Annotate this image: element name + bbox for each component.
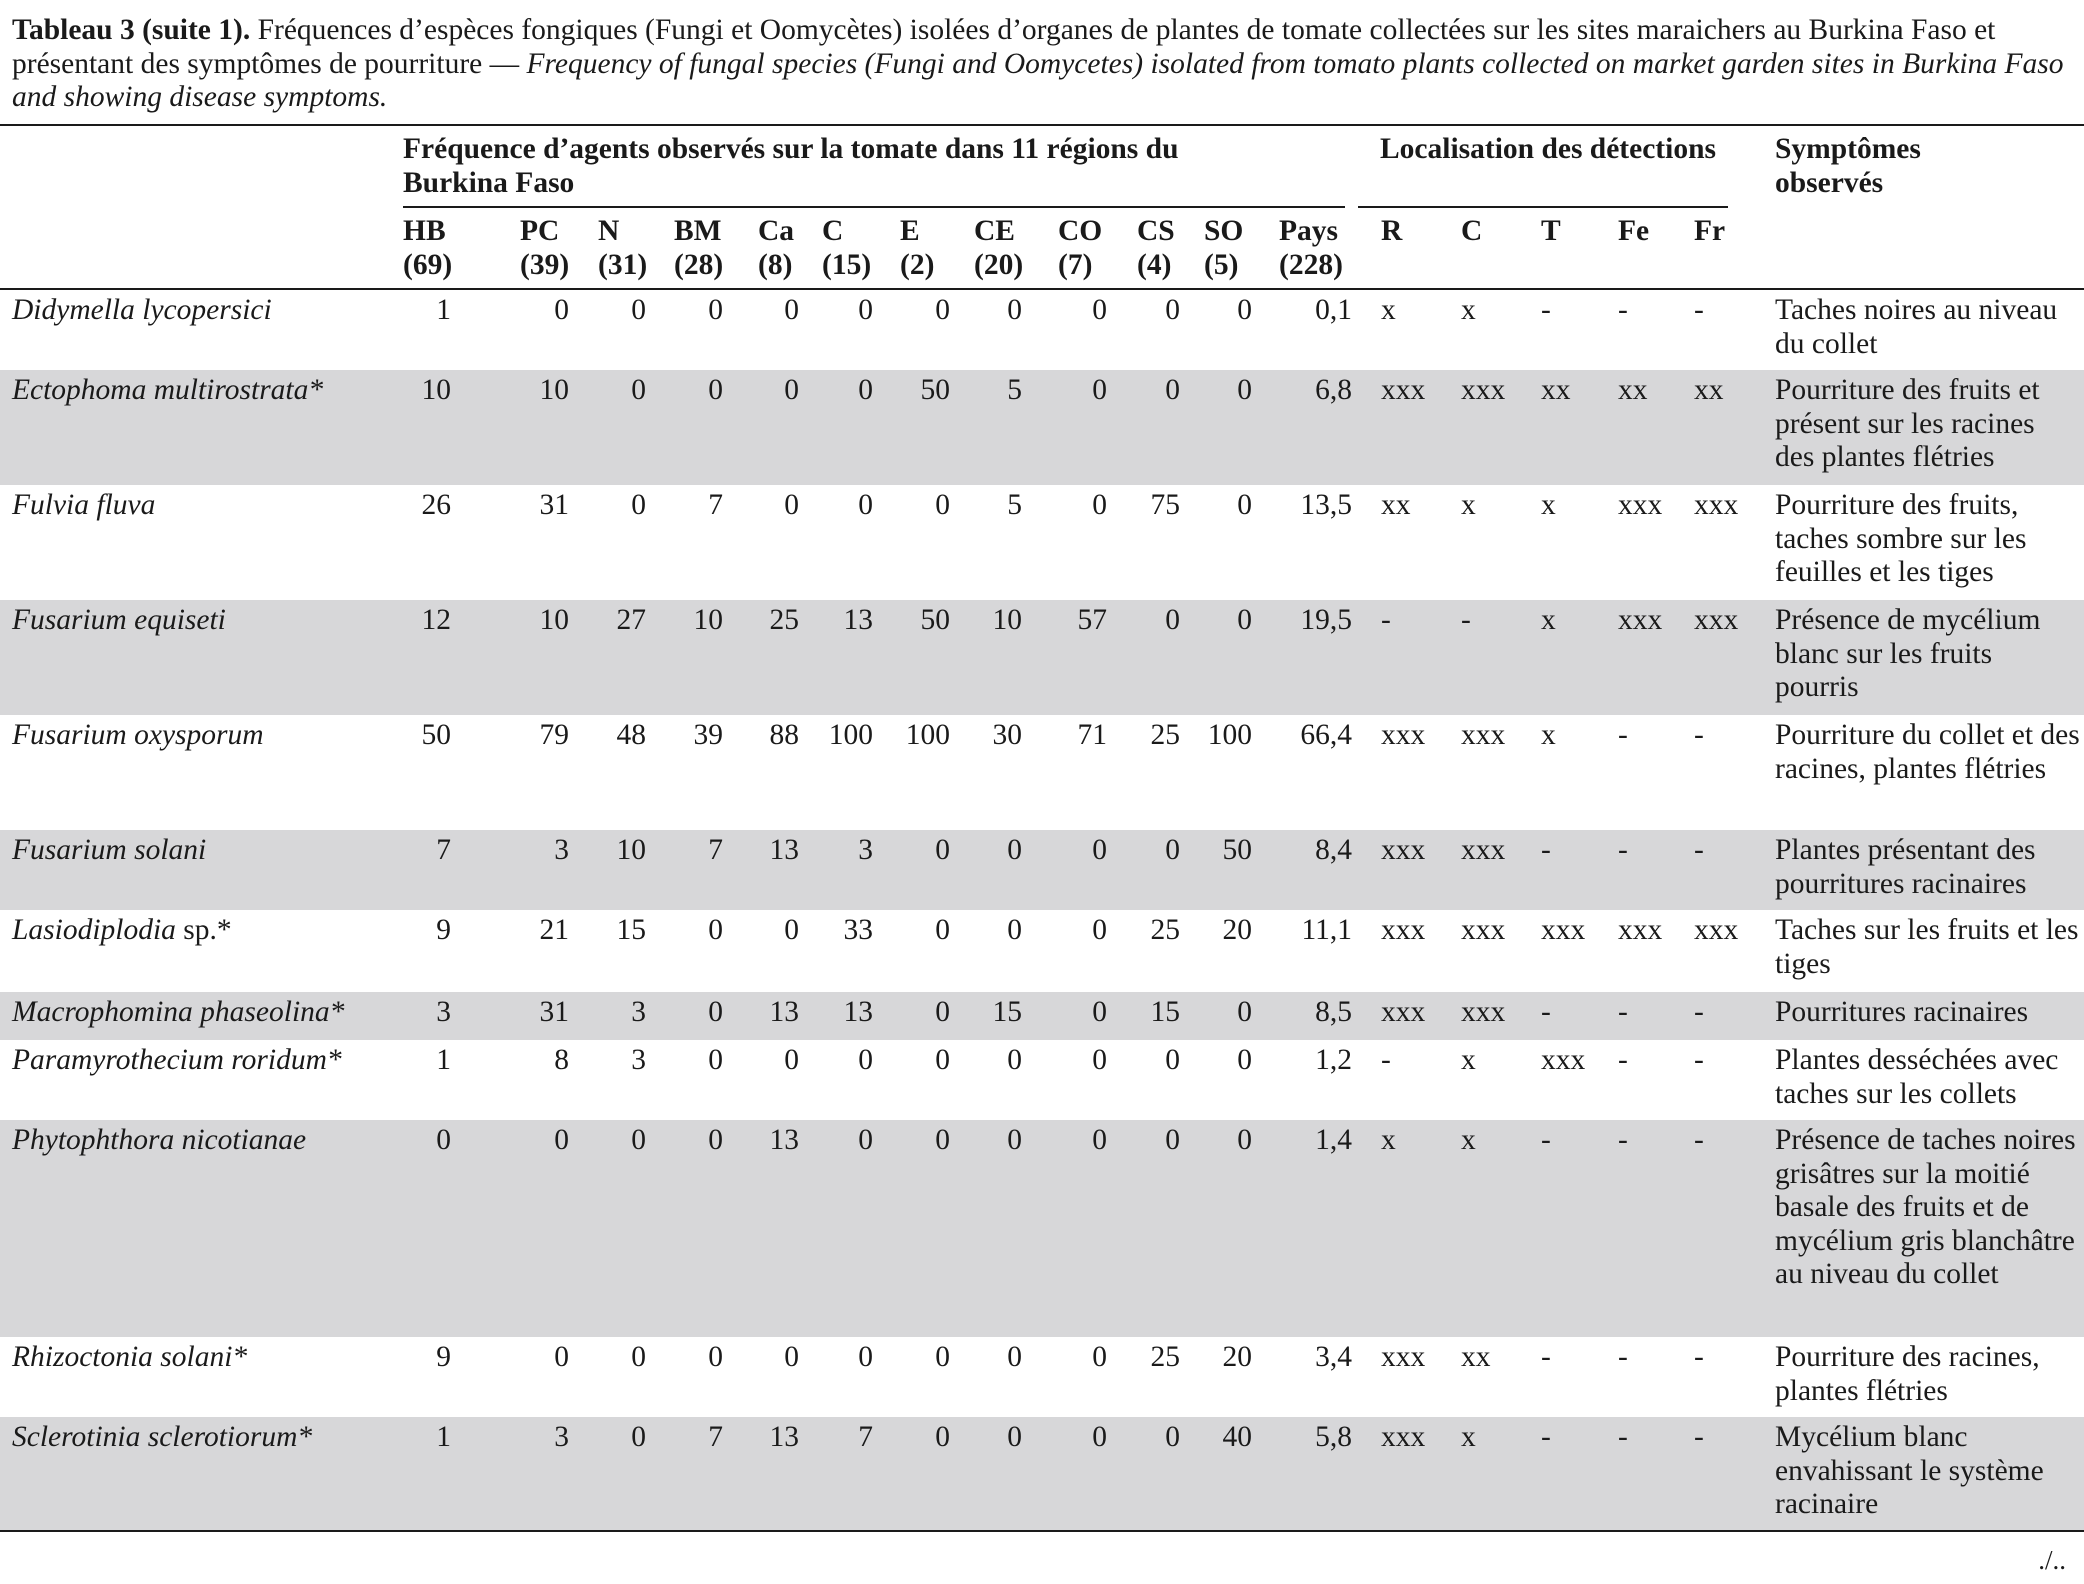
column-header-region: [1204, 215, 1243, 282]
localisation-cell: xx: [1618, 374, 1648, 406]
top-rule: [0, 124, 2084, 126]
region-code: PC: [520, 215, 560, 247]
frequency-cell: 0: [1007, 1044, 1022, 1076]
region-sample-count: (2): [900, 248, 935, 281]
region-code: Ca: [758, 215, 795, 247]
region-sample-count: (39): [520, 248, 570, 281]
localisation-cell: -: [1461, 604, 1471, 636]
column-header-organ: Fe: [1618, 215, 1650, 247]
frequency-cell: 9: [436, 914, 451, 946]
header-symptoms-group: Symptômes observés: [1775, 133, 1921, 199]
frequency-cell: 0: [1092, 1124, 1107, 1156]
frequency-cell: 8,5: [1315, 996, 1352, 1028]
frequency-cell: 1: [436, 294, 451, 326]
localisation-cell: xx: [1461, 1341, 1491, 1373]
localisation-cell: -: [1694, 1124, 1704, 1156]
column-header-region: [674, 215, 723, 282]
caption-text-en: Frequency of fungal species (Fungi and Oomycetes) isolated from tomato plants collected on market garden sites in Burkina Faso and showing disease symptoms.: [12, 47, 2064, 113]
frequency-cell: 0: [1007, 914, 1022, 946]
species-name: [12, 834, 206, 868]
frequency-cell: 48: [616, 719, 646, 751]
frequency-cell: 50: [920, 604, 950, 636]
column-header-region: [1279, 215, 1343, 282]
localisation-cell: -: [1694, 719, 1704, 751]
frequency-cell: 0: [1092, 1341, 1107, 1373]
frequency-cell: 20: [1222, 1341, 1252, 1373]
frequency-cell: 13: [769, 1124, 799, 1156]
frequency-cell: 0: [1092, 914, 1107, 946]
frequency-cell: 7: [708, 1421, 723, 1453]
frequency-cell: 0: [554, 1124, 569, 1156]
localisation-cell: x: [1381, 1124, 1396, 1156]
region-code: Pays: [1279, 215, 1338, 247]
frequency-cell: 8: [554, 1044, 569, 1076]
localisation-cell: xxx: [1461, 914, 1506, 946]
species-name: [12, 604, 226, 638]
species-italic: Sclerotinia sclerotiorum*: [12, 1421, 313, 1453]
frequency-cell: 0: [1165, 1421, 1180, 1453]
localisation-cell: -: [1618, 294, 1628, 326]
frequency-cell: 0: [631, 1124, 646, 1156]
localisation-cell: xxx: [1381, 719, 1426, 751]
localisation-cell: x: [1461, 489, 1476, 521]
frequency-cell: 66,4: [1300, 719, 1352, 751]
frequency-cell: 3,4: [1315, 1341, 1352, 1373]
symptoms-cell: Plantes desséchées avec taches sur les collets: [1775, 1044, 2059, 1110]
frequency-cell: 0: [554, 294, 569, 326]
frequency-cell: 0: [858, 374, 873, 406]
frequency-cell: 0: [858, 1124, 873, 1156]
frequency-cell: 3: [554, 1421, 569, 1453]
frequency-cell: 100: [828, 719, 873, 751]
frequency-cell: 10: [421, 374, 451, 406]
frequency-cell: 10: [539, 604, 569, 636]
frequency-cell: 0: [554, 1341, 569, 1373]
column-header-region: [598, 215, 647, 282]
symptoms-cell: Présence de mycélium blanc sur les fruits pourris: [1775, 604, 2041, 703]
frequency-cell: 0,1: [1315, 294, 1352, 326]
frequency-cell: 0: [1165, 294, 1180, 326]
frequency-cell: 0: [1092, 1044, 1107, 1076]
frequency-cell: 0: [708, 294, 723, 326]
localisation-cell: xxx: [1461, 719, 1506, 751]
localisation-cell: xxx: [1694, 604, 1739, 636]
frequency-cell: 3: [436, 996, 451, 1028]
localisation-cell: -: [1618, 996, 1628, 1028]
frequency-cell: 13: [843, 996, 873, 1028]
localisation-cell: x: [1461, 1421, 1476, 1453]
symptoms-cell: Pourriture du collet et des racines, plantes flétries: [1775, 719, 2080, 785]
species-name: [12, 719, 264, 753]
symptoms-cell: Plantes présentant des pourritures racinaires: [1775, 834, 2036, 900]
frequency-cell: 21: [539, 914, 569, 946]
species-name: [12, 914, 232, 948]
frequency-cell: 50: [1222, 834, 1252, 866]
species-italic: Fusarium solani: [12, 834, 207, 866]
frequency-cell: 8,4: [1315, 834, 1352, 866]
localisation-cell: -: [1618, 1124, 1628, 1156]
localisation-cell: -: [1694, 1421, 1704, 1453]
frequency-cell: 0: [1092, 374, 1107, 406]
frequency-cell: 0: [1092, 996, 1107, 1028]
species-name: [12, 1341, 247, 1375]
region-sample-count: (8): [758, 248, 793, 281]
species-name: [12, 996, 344, 1030]
localisation-group-rule: [1358, 206, 1728, 208]
symptoms-cell: Pourriture des fruits et présent sur les racines des plantes flétries: [1775, 374, 2040, 473]
species-name: [12, 1044, 342, 1078]
frequency-cell: 7: [708, 834, 723, 866]
localisation-cell: -: [1618, 1421, 1628, 1453]
frequency-cell: 13: [769, 1421, 799, 1453]
frequency-cell: 57: [1077, 604, 1107, 636]
localisation-cell: xxx: [1461, 834, 1506, 866]
symptoms-cell: Mycélium blanc envahissant le système racinaire: [1775, 1421, 2044, 1520]
localisation-cell: -: [1541, 1421, 1551, 1453]
species-name: [12, 294, 272, 328]
region-sample-count: (5): [1204, 248, 1239, 281]
species-italic: Lasiodiplodia: [12, 914, 176, 946]
column-header-region: [1058, 215, 1102, 282]
frequency-cell: 1: [436, 1044, 451, 1076]
species-italic: Macrophomina phaseolina*: [12, 996, 345, 1028]
localisation-cell: -: [1541, 294, 1551, 326]
frequency-cell: 0: [1165, 1124, 1180, 1156]
symptoms-cell: Taches noires au niveau du collet: [1775, 294, 2058, 360]
frequency-cell: 50: [920, 374, 950, 406]
column-header-region: [520, 215, 569, 282]
frequency-cell: 0: [1165, 834, 1180, 866]
region-sample-count: (28): [674, 248, 724, 281]
localisation-cell: x: [1541, 604, 1556, 636]
frequency-cell: 0: [1237, 374, 1252, 406]
localisation-cell: -: [1694, 294, 1704, 326]
frequency-cell: 71: [1077, 719, 1107, 751]
frequency-cell: 0: [935, 489, 950, 521]
species-name: [12, 489, 155, 523]
localisation-cell: x: [1461, 294, 1476, 326]
frequency-cell: 0: [1092, 834, 1107, 866]
frequency-cell: 39: [693, 719, 723, 751]
frequency-cell: 0: [631, 1421, 646, 1453]
localisation-cell: xxx: [1694, 489, 1739, 521]
frequency-cell: 0: [1165, 374, 1180, 406]
frequency-cell: 0: [1237, 1044, 1252, 1076]
frequency-cell: 15: [1150, 996, 1180, 1028]
column-header-region: [900, 215, 934, 282]
species-italic: Fusarium equiseti: [12, 604, 226, 636]
frequency-cell: 0: [708, 1124, 723, 1156]
species-italic: Paramyrothecium roridum*: [12, 1044, 342, 1076]
frequency-cell: 1: [436, 1421, 451, 1453]
frequency-cell: 25: [1150, 719, 1180, 751]
bottom-rule: [0, 1530, 2084, 1532]
frequency-cell: 13: [769, 834, 799, 866]
frequency-cell: 25: [769, 604, 799, 636]
frequency-cell: 0: [784, 1044, 799, 1076]
symptoms-cell: Pourriture des fruits, taches sombre sur les feuilles et les tiges: [1775, 489, 2027, 588]
localisation-cell: -: [1618, 1341, 1628, 1373]
frequency-cell: 6,8: [1315, 374, 1352, 406]
species-name: [12, 374, 323, 408]
localisation-cell: -: [1541, 834, 1551, 866]
frequency-group-rule: [403, 206, 1345, 208]
symptoms-cell: Taches sur les fruits et les tiges: [1775, 914, 2079, 980]
region-code: CS: [1137, 215, 1175, 247]
header-rule: [0, 288, 2084, 290]
localisation-cell: x: [1461, 1124, 1476, 1156]
frequency-cell: 0: [1092, 1421, 1107, 1453]
localisation-cell: -: [1694, 996, 1704, 1028]
symptoms-cell: Pourriture des racines, plantes flétries: [1775, 1341, 2040, 1407]
localisation-cell: x: [1381, 294, 1396, 326]
frequency-cell: 0: [631, 1341, 646, 1373]
header-frequency-group: Fréquence d’agents observés sur la tomate dans 11 régions du Burkina Faso: [403, 133, 1179, 199]
frequency-cell: 0: [935, 1044, 950, 1076]
localisation-cell: x: [1541, 719, 1556, 751]
frequency-cell: 3: [631, 1044, 646, 1076]
frequency-cell: 19,5: [1300, 604, 1352, 636]
localisation-cell: xxx: [1381, 996, 1426, 1028]
frequency-cell: 3: [858, 834, 873, 866]
frequency-cell: 0: [631, 374, 646, 406]
frequency-cell: 0: [708, 996, 723, 1028]
frequency-cell: 10: [616, 834, 646, 866]
caption-text-fr: Fréquences d’espèces fongiques (Fungi et Oomycètes) isolées d’organes de plantes de tomate collectées sur les sites maraichers au Burkina Faso et présentant des symptômes de pourriture —: [12, 14, 1996, 80]
species-italic: Didymella lycopersici: [12, 294, 272, 326]
frequency-cell: 10: [992, 604, 1022, 636]
frequency-cell: 33: [843, 914, 873, 946]
localisation-cell: xxx: [1618, 914, 1663, 946]
frequency-cell: 50: [421, 719, 451, 751]
table-caption: [12, 14, 2072, 115]
frequency-cell: 5: [1007, 374, 1022, 406]
frequency-cell: 1,4: [1315, 1124, 1352, 1156]
localisation-cell: xx: [1541, 374, 1571, 406]
column-header-region: [758, 215, 794, 282]
localisation-cell: xxx: [1461, 996, 1506, 1028]
species-name: [12, 1124, 306, 1158]
frequency-cell: 0: [1165, 1044, 1180, 1076]
frequency-cell: 31: [539, 996, 569, 1028]
frequency-cell: 13: [843, 604, 873, 636]
frequency-cell: 25: [1150, 1341, 1180, 1373]
localisation-cell: -: [1541, 1341, 1551, 1373]
species-italic: Fulvia fluva: [12, 489, 156, 521]
frequency-cell: 0: [631, 294, 646, 326]
column-header-region: [974, 215, 1023, 282]
region-code: CE: [974, 215, 1015, 247]
column-header-organ: R: [1381, 215, 1403, 247]
localisation-cell: -: [1541, 1124, 1551, 1156]
frequency-cell: 0: [935, 834, 950, 866]
frequency-cell: 13,5: [1300, 489, 1352, 521]
frequency-cell: 0: [784, 294, 799, 326]
frequency-cell: 0: [1007, 1124, 1022, 1156]
frequency-cell: 26: [421, 489, 451, 521]
frequency-cell: 0: [784, 914, 799, 946]
frequency-cell: 11,1: [1301, 914, 1352, 946]
localisation-cell: -: [1618, 1044, 1628, 1076]
localisation-cell: xxx: [1618, 489, 1663, 521]
localisation-cell: xxx: [1381, 374, 1426, 406]
localisation-cell: xxx: [1618, 604, 1663, 636]
frequency-cell: 10: [539, 374, 569, 406]
column-header-region: [1137, 215, 1175, 282]
region-code: E: [900, 215, 920, 247]
frequency-cell: 0: [1007, 834, 1022, 866]
species-italic: Fusarium oxysporum: [12, 719, 264, 751]
frequency-cell: 0: [631, 489, 646, 521]
frequency-cell: 0: [1165, 604, 1180, 636]
frequency-cell: 0: [1092, 489, 1107, 521]
frequency-cell: 0: [708, 914, 723, 946]
frequency-cell: 15: [992, 996, 1022, 1028]
localisation-cell: -: [1381, 604, 1391, 636]
frequency-cell: 0: [1237, 1124, 1252, 1156]
localisation-cell: xx: [1381, 489, 1411, 521]
species-suffix: sp.*: [175, 914, 232, 946]
frequency-cell: 30: [992, 719, 1022, 751]
frequency-cell: 40: [1222, 1421, 1252, 1453]
region-code: HB: [403, 215, 446, 247]
frequency-cell: 0: [1007, 1341, 1022, 1373]
frequency-cell: 5,8: [1315, 1421, 1352, 1453]
frequency-cell: 27: [616, 604, 646, 636]
frequency-cell: 0: [1007, 294, 1022, 326]
frequency-cell: 9: [436, 1341, 451, 1373]
species-name: [12, 1421, 312, 1455]
region-sample-count: (15): [822, 248, 872, 281]
frequency-cell: 0: [935, 914, 950, 946]
region-code: CO: [1058, 215, 1103, 247]
frequency-cell: 0: [1237, 489, 1252, 521]
frequency-cell: 7: [708, 489, 723, 521]
localisation-cell: xxx: [1381, 834, 1426, 866]
species-italic: Phytophthora nicotianae: [12, 1124, 307, 1156]
region-sample-count: (4): [1137, 248, 1172, 281]
frequency-cell: 25: [1150, 914, 1180, 946]
frequency-cell: 1,2: [1315, 1044, 1352, 1076]
localisation-cell: -: [1618, 834, 1628, 866]
symptoms-cell: Pourritures racinaires: [1775, 996, 2029, 1028]
column-header-organ: T: [1541, 215, 1561, 247]
frequency-cell: 0: [858, 1044, 873, 1076]
localisation-cell: x: [1541, 489, 1556, 521]
frequency-cell: 88: [769, 719, 799, 751]
frequency-cell: 100: [1207, 719, 1252, 751]
frequency-cell: 75: [1150, 489, 1180, 521]
localisation-cell: -: [1694, 1044, 1704, 1076]
frequency-cell: 0: [1237, 604, 1252, 636]
region-code: C: [822, 215, 844, 247]
localisation-cell: -: [1541, 996, 1551, 1028]
region-sample-count: (31): [598, 248, 648, 281]
frequency-cell: 3: [631, 996, 646, 1028]
column-header-organ: C: [1461, 215, 1483, 247]
column-header-organ: Fr: [1694, 215, 1726, 247]
frequency-cell: 0: [1092, 294, 1107, 326]
localisation-cell: xxx: [1381, 1341, 1426, 1373]
symptoms-cell: Présence de taches noires grisâtres sur la moitié basale des fruits et de mycélium gris blanchâtre au niveau du collet: [1775, 1124, 2076, 1290]
frequency-cell: 0: [935, 1124, 950, 1156]
frequency-cell: 5: [1007, 489, 1022, 521]
frequency-cell: 20: [1222, 914, 1252, 946]
localisation-cell: xxx: [1381, 914, 1426, 946]
frequency-cell: 13: [769, 996, 799, 1028]
frequency-cell: 0: [436, 1124, 451, 1156]
frequency-cell: 0: [708, 374, 723, 406]
region-code: N: [598, 215, 620, 247]
header-localisation-group: Localisation des détections: [1380, 133, 1716, 165]
frequency-cell: 0: [784, 374, 799, 406]
frequency-cell: 0: [708, 1044, 723, 1076]
frequency-cell: 0: [708, 1341, 723, 1373]
region-code: BM: [674, 215, 722, 247]
frequency-cell: 0: [858, 294, 873, 326]
frequency-cell: 7: [436, 834, 451, 866]
region-code: SO: [1204, 215, 1244, 247]
localisation-cell: -: [1618, 719, 1628, 751]
localisation-cell: xxx: [1541, 914, 1586, 946]
region-sample-count: (69): [403, 248, 453, 281]
region-sample-count: (7): [1058, 248, 1093, 281]
column-header-region: [403, 215, 452, 282]
frequency-cell: 0: [1007, 1421, 1022, 1453]
localisation-cell: x: [1461, 1044, 1476, 1076]
frequency-cell: 0: [935, 1421, 950, 1453]
localisation-cell: xxx: [1461, 374, 1506, 406]
frequency-cell: 79: [539, 719, 569, 751]
column-header-region: [822, 215, 871, 282]
region-sample-count: (228): [1279, 248, 1343, 281]
frequency-cell: 31: [539, 489, 569, 521]
localisation-cell: -: [1694, 1341, 1704, 1373]
localisation-cell: xxx: [1541, 1044, 1586, 1076]
frequency-cell: 0: [935, 1341, 950, 1373]
localisation-cell: -: [1381, 1044, 1391, 1076]
frequency-cell: 0: [784, 1341, 799, 1373]
localisation-cell: xxx: [1381, 1421, 1426, 1453]
frequency-cell: 7: [858, 1421, 873, 1453]
frequency-cell: 0: [935, 294, 950, 326]
species-italic: Rhizoctonia solani*: [12, 1341, 248, 1373]
region-sample-count: (20): [974, 248, 1024, 281]
frequency-cell: 0: [1237, 996, 1252, 1028]
localisation-cell: -: [1694, 834, 1704, 866]
species-italic: Ectophoma multirostrata*: [12, 374, 324, 406]
frequency-cell: 10: [693, 604, 723, 636]
continued-mark: ./..: [2038, 1545, 2066, 1575]
frequency-cell: 12: [421, 604, 451, 636]
frequency-cell: 3: [554, 834, 569, 866]
frequency-cell: 0: [858, 489, 873, 521]
localisation-cell: xx: [1694, 374, 1724, 406]
frequency-cell: 100: [905, 719, 950, 751]
localisation-cell: xxx: [1694, 914, 1739, 946]
frequency-cell: 0: [784, 489, 799, 521]
frequency-cell: 15: [616, 914, 646, 946]
frequency-cell: 0: [935, 996, 950, 1028]
frequency-cell: 0: [858, 1341, 873, 1373]
frequency-cell: 0: [1237, 294, 1252, 326]
caption-label: Tableau 3 (suite 1).: [12, 14, 251, 46]
